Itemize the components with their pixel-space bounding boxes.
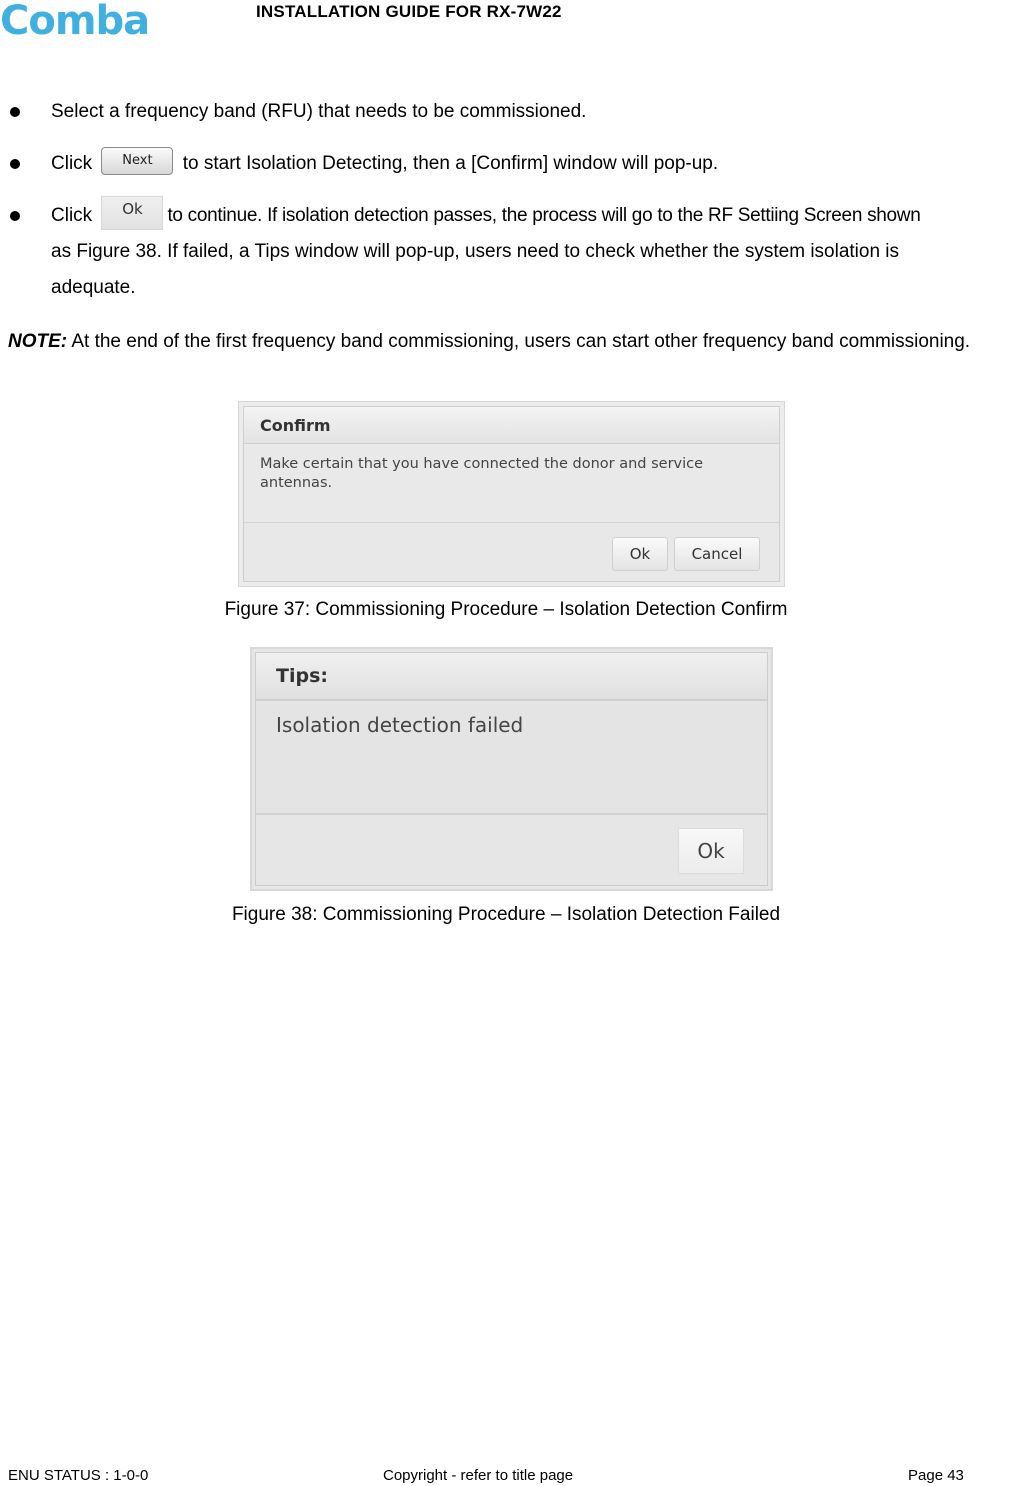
bullet-icon xyxy=(10,211,20,221)
dialog-title: Confirm xyxy=(260,416,331,435)
list-item-text: Click xyxy=(51,205,93,226)
next-button-image: Next xyxy=(101,147,173,175)
note-text: At the end of the first frequency band commissioning, users can start other frequency band commissioning. xyxy=(67,331,971,352)
confirm-dialog-screenshot xyxy=(238,401,785,587)
list-item xyxy=(8,146,1012,182)
list-item-text: to continue. If isolation detection passes, the process will go to the RF Settiing Screen shown xyxy=(167,205,921,226)
list-item-text: to start Isolation Detecting, then a [Confirm] window will pop-up. xyxy=(182,153,719,174)
dialog-message: Isolation detection failed xyxy=(276,713,524,737)
dialog-panel xyxy=(243,406,780,582)
list-item-text: as Figure 38. If failed, a Tips window will pop-up, users need to check whether the system isolation is xyxy=(51,241,900,262)
list-item-text: adequate. xyxy=(51,277,136,298)
ok-button: Ok xyxy=(612,537,668,571)
instruction-list xyxy=(8,94,1012,306)
footer-copyright: Copyright - refer to title page xyxy=(383,1467,574,1484)
comba-logo xyxy=(0,0,182,40)
page-number: Page 43 xyxy=(908,1467,964,1484)
list-item-text: Select a frequency band (RFU) that needs to be commissioned. xyxy=(51,101,587,122)
dialog-message: Make certain that you have connected the donor and service antennas. xyxy=(260,456,704,491)
figure-caption: Figure 38: Commissioning Procedure – Isolation Detection Failed xyxy=(231,904,781,925)
bullet-icon xyxy=(10,107,20,117)
dialog-title-bar xyxy=(244,407,779,444)
list-item xyxy=(8,94,1012,130)
dialog-panel xyxy=(255,652,768,886)
figure-caption: Figure 37: Commissioning Procedure – Isolation Detection Confirm xyxy=(224,599,788,620)
svg-text:Comba: Comba xyxy=(0,0,150,40)
ok-button-image: Ok xyxy=(101,196,163,230)
list-item xyxy=(8,198,1012,306)
list-item-text: Click xyxy=(51,153,93,174)
document-title: INSTALLATION GUIDE FOR RX-7W22 xyxy=(256,2,562,21)
dialog-footer xyxy=(256,813,767,885)
ok-button: Ok xyxy=(678,828,744,874)
tips-dialog-screenshot xyxy=(250,647,773,891)
dialog-title-bar xyxy=(256,653,767,701)
note-paragraph xyxy=(8,330,998,354)
note-label: NOTE: xyxy=(8,331,68,352)
bullet-icon xyxy=(10,159,20,169)
dialog-title: Tips: xyxy=(276,665,328,687)
dialog-footer xyxy=(244,522,779,581)
cancel-button: Cancel xyxy=(674,537,760,571)
footer-status: ENU STATUS : 1-0-0 xyxy=(8,1467,149,1484)
